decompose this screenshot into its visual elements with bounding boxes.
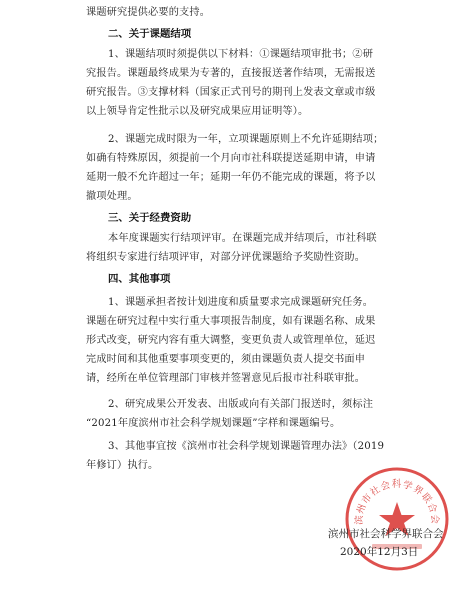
svg-text:滨州市社会科学界联合会: 滨州市社会科学界联合会 — [353, 479, 441, 526]
signature-date: 2020年12月3日 — [340, 546, 419, 558]
section-4-line: 课题在研究过程中实行重大事项报告制度，如有课题名称、成果 — [86, 316, 376, 327]
signature-organization: 滨州市社会科学界联合会 — [328, 528, 444, 540]
section-2-line: 1、课题结项时须提供以下材料：①课题结项审批书；②研 — [108, 49, 374, 60]
section-2-line: 究报告。课题最终成果为专著的，直接报送著作结项，无需报送 — [86, 68, 376, 79]
section-2-line: 撤项处理。 — [86, 191, 138, 202]
section-2-line: 延期一般不允许超过一年；延期一年仍不能完成的课题，将予以 — [86, 172, 376, 183]
section-4-line: 年修订）执行。 — [86, 460, 159, 471]
section-4-line: 请，经所在单位管理部门审核并签署意见后报市社科联审批。 — [86, 373, 366, 384]
section-2-line: 研究报告。③支撑材料（国家正式刊号的期刊上发表文章或市级 — [86, 87, 376, 98]
section-3-line: 本年度课题实行结项评审。在课题完成并结项后，市社科联 — [108, 233, 377, 244]
section-4-line: 1、课题承担者按计划进度和质量要求完成课题研究任务。 — [108, 297, 374, 308]
section-4-line: 2、研究成果公开发表、出版或向有关部门报送时，须标注 — [108, 399, 374, 410]
section-4-line: “2021年度滨州市社会科学规划课题”字样和课题编号。 — [86, 418, 341, 429]
section-2-heading: 二、关于课题结项 — [108, 28, 192, 40]
section-4-line: 3、其他事宜按《滨州市社会科学规划课题管理办法》（2019 — [108, 441, 385, 452]
section-2-line: 如确有特殊原因，须提前一个月向市社科联提送延期申请，申请 — [86, 153, 376, 164]
section-2-line: 2、课题完成时限为一年，立项课题原则上不允许延期结项； — [108, 134, 384, 145]
section-2-line: 以上领导肯定性批示以及研究成果应用证明等）。 — [86, 106, 309, 117]
intro-tail-line: 课题研究提供必要的支持。 — [86, 7, 211, 18]
section-3-line: 将组织专家进行结项评审，对部分评优课题给予奖励性资助。 — [86, 252, 366, 263]
section-3-heading: 三、关于经费资助 — [108, 212, 192, 224]
section-4-line: 形式改变，研究内容有重大调整，变更负责人或管理单位，延迟 — [86, 335, 376, 346]
section-4-line: 完成时间和其他重要事项变更的，须由课题负责人提交书面申 — [86, 354, 366, 365]
section-4-heading: 四、其他事项 — [108, 273, 171, 285]
